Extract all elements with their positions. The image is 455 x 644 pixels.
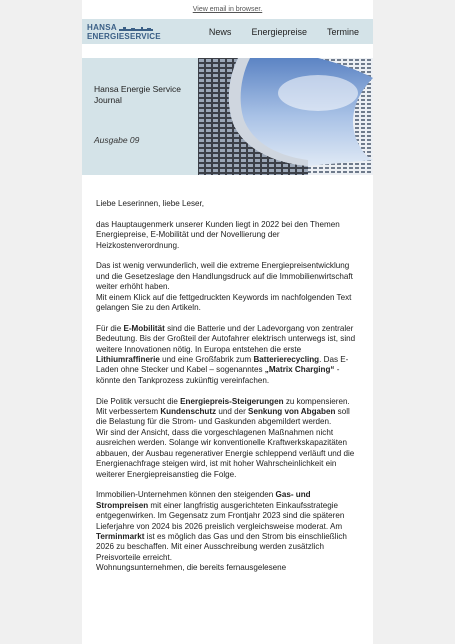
link-matrix-charging[interactable]: „Matrix Charging“ [264, 365, 335, 375]
header-bar [82, 19, 373, 44]
greeting: Liebe Leserinnen, liebe Leser, [96, 199, 204, 208]
text-segment: Die Politik versucht die [96, 396, 181, 406]
link-batterierecycling[interactable]: Batterierecycling [253, 355, 320, 365]
text-segment: und der [216, 407, 249, 417]
paragraph-intro: das Hauptaugenmerk unserer Kunden liegt in 2022 bei den Themen Energiepreise, E-Mobilität und der Novellierung der Heizkostenverordnung. [96, 219, 340, 250]
nav-news[interactable]: News [208, 27, 232, 37]
building-photo [198, 58, 373, 175]
link-kundenschutz[interactable]: Kundenschutz [160, 407, 217, 417]
text-segment: sind die Batterie und der Ladevorgang von zentraler Bedeutung. Bis der Großteil der Autofahrer elektrisch unterwegs ist, sind weitere Innovationen nötig. In Europa entstehen die erste [96, 323, 356, 354]
text-segment: zu kompensieren. Mit verbessertem [96, 396, 350, 417]
opinion-text: Wir sind der Ansicht, dass die vorgeschlagenen Maßnahmen nicht ausreichen werden. Solange wir konventionelle Kraftwerkskapazitäten abbauen, der Ausbau regenerativer Energie schleppend verläuft und die Energienachfrage steigen wird, ist mit hoher Wahrscheinlichkeit ein weiterer Energiepreisanstieg die Folge. [96, 427, 355, 479]
skyline-icon [119, 27, 153, 31]
hint-text: Mit einem Klick auf die fettgedruckten Keywords im nachfolgenden Text gelangen Sie zu den Artikeln. [96, 292, 352, 313]
link-senkung-von-abgaben[interactable]: Senkung von Abgaben [248, 407, 336, 417]
text-segment: Für die [96, 323, 124, 333]
link-lithiumraffinerie[interactable]: Lithiumraffinerie [96, 355, 160, 365]
text-segment: ist es möglich das Gas und den Strom bis einschließlich 2026 zu beschaffen. Mit einer Ausschreibung werden zusätzlich Preisvorteile erreicht. [96, 531, 347, 562]
email-container [82, 0, 373, 644]
nav-energiepreise[interactable]: Energiepreise [251, 27, 307, 37]
nav-termine[interactable]: Termine [326, 27, 359, 37]
tail-text: Wohnungsunternehmen, die bereits fernausgelesene [96, 563, 287, 573]
journal-title: Hansa Energie Service Journal [94, 84, 181, 105]
brand-logo[interactable] [87, 23, 161, 41]
issue-label: Ausgabe 09 [94, 135, 140, 145]
link-gas-und-strompreise[interactable]: Gas- und Strompreisen [96, 490, 311, 510]
paragraph-emobility [96, 324, 358, 386]
text-segment: . Das E-Laden ohne Stecker und Kabel – sogenanntes [96, 355, 349, 375]
text-segment: - könnte den Tankprozess zukünftig vereinfachen. [96, 365, 340, 385]
text-segment: Immobilien-Unternehmen können den steigenden [96, 490, 276, 500]
link-e-mobilitaet[interactable]: E-Mobilität [123, 323, 165, 333]
brand-line2: ENERGIESERVICE [87, 32, 161, 41]
context-text: Das ist wenig verwunderlich, weil die extreme Energiepreisentwicklung und die Gesetzeslage den Handlungsdruck auf die Immobilienwirtschaft weiter erhöht haben. [96, 261, 353, 292]
brand-line1: HANSA [87, 23, 117, 32]
letter-body [96, 199, 358, 584]
main-nav [209, 27, 359, 37]
link-energiepreis-steigerungen[interactable]: Energiepreis-Steigerungen [180, 396, 284, 406]
link-terminmarkt[interactable]: Terminmarkt [96, 531, 145, 541]
text-segment: mit einer langfristig ausgerichteten Einkaufsstrategie entgegenwirken. Im Gegensatz zum Frontjahr 2023 sind die späteren Lieferjahre von 2024 bis 2026 preislich vergleichsweise moderat. Am [96, 500, 345, 531]
paragraph-procurement [96, 490, 358, 573]
text-segment: und eine Großfabrik zum [159, 355, 254, 365]
view-in-browser-link[interactable]: View email in browser. [192, 6, 263, 13]
paragraph-politics [96, 397, 358, 480]
paragraph-context [96, 261, 358, 313]
text-segment: soll die Belastung für die Strom- und Gaskunden abgemildert werden. [96, 407, 350, 427]
hero-banner [82, 58, 373, 175]
